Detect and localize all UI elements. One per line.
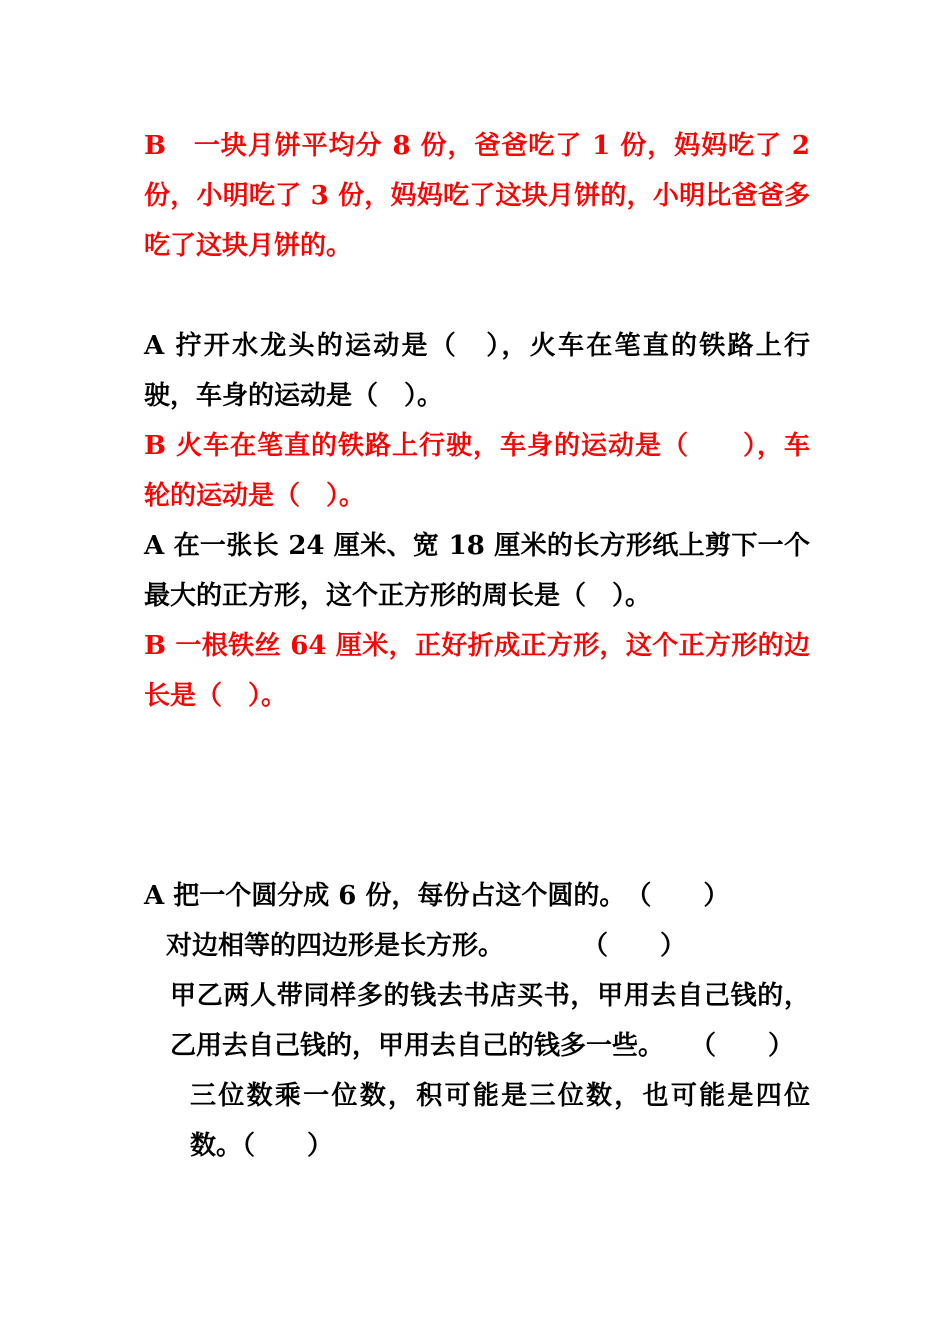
judgement-quadrilateral: 对边相等的四边形是长方形。 （ ）	[166, 931, 687, 961]
question-b-wire-square: B 一根铁丝 64 厘米，正好折成正方形，这个正方形的边长是（ ）。	[144, 631, 810, 711]
question-b-train-motion: B 火车在笔直的铁路上行驶，车身的运动是（ ），车轮的运动是（ ）。	[144, 431, 810, 511]
judgement-three-digit-product: 三位数乘一位数，积可能是三位数，也可能是四位数。（ ）	[190, 1081, 810, 1161]
question-a-faucet-motion: A 拧开水龙头的运动是（ ），火车在笔直的铁路上行驶，车身的运动是（ ）。	[144, 331, 810, 411]
question-b-mooncake: B 一块月饼平均分 8 份，爸爸吃了 1 份，妈妈吃了 2 份，小明吃了 3 份，妈妈吃了这块月饼的，小明比爸爸多吃了这块月饼的。	[144, 131, 810, 261]
question-a-square-perimeter: A 在一张长 24 厘米、宽 18 厘米的长方形纸上剪下一个最大的正方形，这个正方形的周长是（ ）。	[144, 531, 810, 611]
judgement-circle-parts: A 把一个圆分成 6 份，每份占这个圆的。 （ ）	[144, 881, 730, 911]
judgement-book-money: 甲乙两人带同样多的钱去书店买书，甲用去自己钱的，乙用去自己钱的，甲用去自己的钱多一些。 （ ）	[170, 981, 810, 1061]
